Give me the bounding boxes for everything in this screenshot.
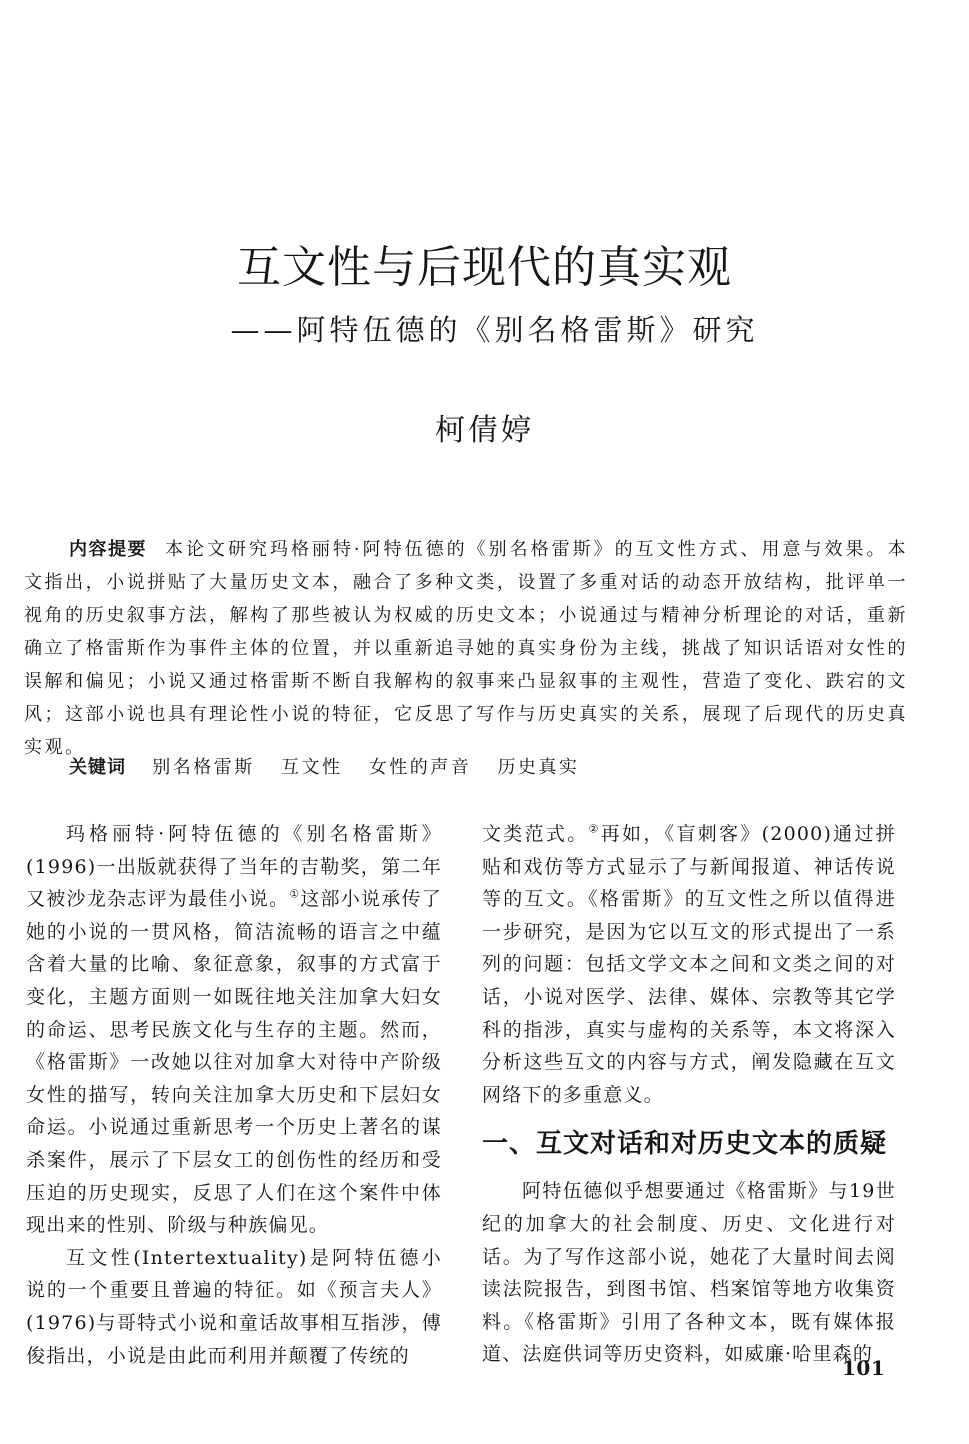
- body-text: 再如，《盲刺客》(2000)通过拼贴和戏仿等方式显示了与新闻报道、神话传说等的互文。《格雷斯》的互文性之所以值得进一步研究，是因为它以互文的形式提出了一系列的问题：包括文学文本之间和文类之间的对话，小说对医学、法律、媒体、宗教等其它学科的指涉，真实与虚构的关系等，本文将深入分析这些互文的内容与方式，阐发隐藏在互文网络下的多重意义。: [482, 823, 896, 1106]
- body-paragraph: 阿特伍德似乎想要通过《格雷斯》与19世纪的加拿大的社会制度、历史、文化进行对话。为了写作这部小说，她花了大量时间去阅读法院报告，到图书馆、档案馆等地方收集资料。《格雷斯》引用了各种文本，既有媒体报道、法庭供词等历史资料，如威廉·哈里森的: [482, 1180, 896, 1366]
- article-subtitle: ——阿特伍德的《别名格雷斯》研究: [230, 313, 759, 347]
- body-column-left: [26, 818, 442, 1372]
- section-heading: 一、互文对话和对历史文本的质疑: [482, 1129, 888, 1160]
- article-author: 柯倩婷: [435, 413, 534, 448]
- footnote-marker[interactable]: ②: [588, 822, 601, 836]
- keyword-item: 互文性: [280, 757, 343, 778]
- abstract-text: 本论文研究玛格丽特·阿特伍德的《别名格雷斯》的互文性方式、用意与效果。本文指出，小说拼贴了大量历史文本，融合了多种文类，设置了多重对话的动态开放结构，批评单一视角的历史叙事方法，解构了那些被认为权威的历史文本；小说通过与精神分析理论的对话，重新确立了格雷斯作为事件主体的位置，并以重新追寻她的真实身份为主线，挑战了知识话语对女性的误解和偏见；小说又通过格雷斯不断自我解构的叙事来凸显叙事的主观性，营造了变化、跌宕的文风；这部小说也具有理论性小说的特征，它反思了写作与历史真实的关系，展现了后现代的历史真实观。: [24, 539, 909, 758]
- body-paragraph: [26, 818, 442, 1242]
- body-paragraph: [482, 818, 896, 1111]
- page-number: 101: [842, 1356, 886, 1380]
- keyword-item: 历史真实: [497, 757, 580, 778]
- keywords-label: 关键词: [69, 757, 126, 778]
- article-title: 互文性与后现代的真实观: [237, 242, 732, 293]
- abstract-label: 内容提要: [69, 539, 147, 560]
- body-text: 玛格丽特·阿特伍德的《别名格雷斯》(1996)一出版就获得了当年的吉勒奖，第二年又被沙龙杂志评为最佳小说。: [26, 823, 442, 911]
- keyword-item: 别名格雷斯: [152, 757, 255, 778]
- abstract-block: [24, 533, 908, 764]
- footnote-marker[interactable]: ①: [289, 887, 301, 901]
- body-paragraph: 互文性(Intertextuality)是阿特伍德小说的一个重要且普遍的特征。如《预言夫人》(1976)与哥特式小说和童话故事相互指涉，傅俊指出，小说是由此而利用并颠覆了传统的: [26, 1246, 442, 1367]
- body-column-right: [482, 818, 896, 1371]
- keyword-item: 女性的声音: [368, 757, 472, 778]
- body-text: 文类范式。: [482, 823, 589, 845]
- body-text: 这部小说承传了她的小说的一贯风格，简洁流畅的语言之中蕴含着大量的比喻、象征意象，叙事的方式富于变化，主题方面则一如既往地关注加拿大妇女的命运、思考民族文化与生存的主题。然而，《格雷斯》一改她以往对加拿大对待中产阶级女性的描写，转向关注加拿大历史和下层妇女命运。小说通过重新思考一个历史上著名的谋杀案件，展示了下层女工的创伤性的经历和受压迫的历史现实，反思了人们在这个案件中体现出来的性别、阶级与种族偏见。: [26, 888, 442, 1237]
- keywords-block: [24, 751, 908, 784]
